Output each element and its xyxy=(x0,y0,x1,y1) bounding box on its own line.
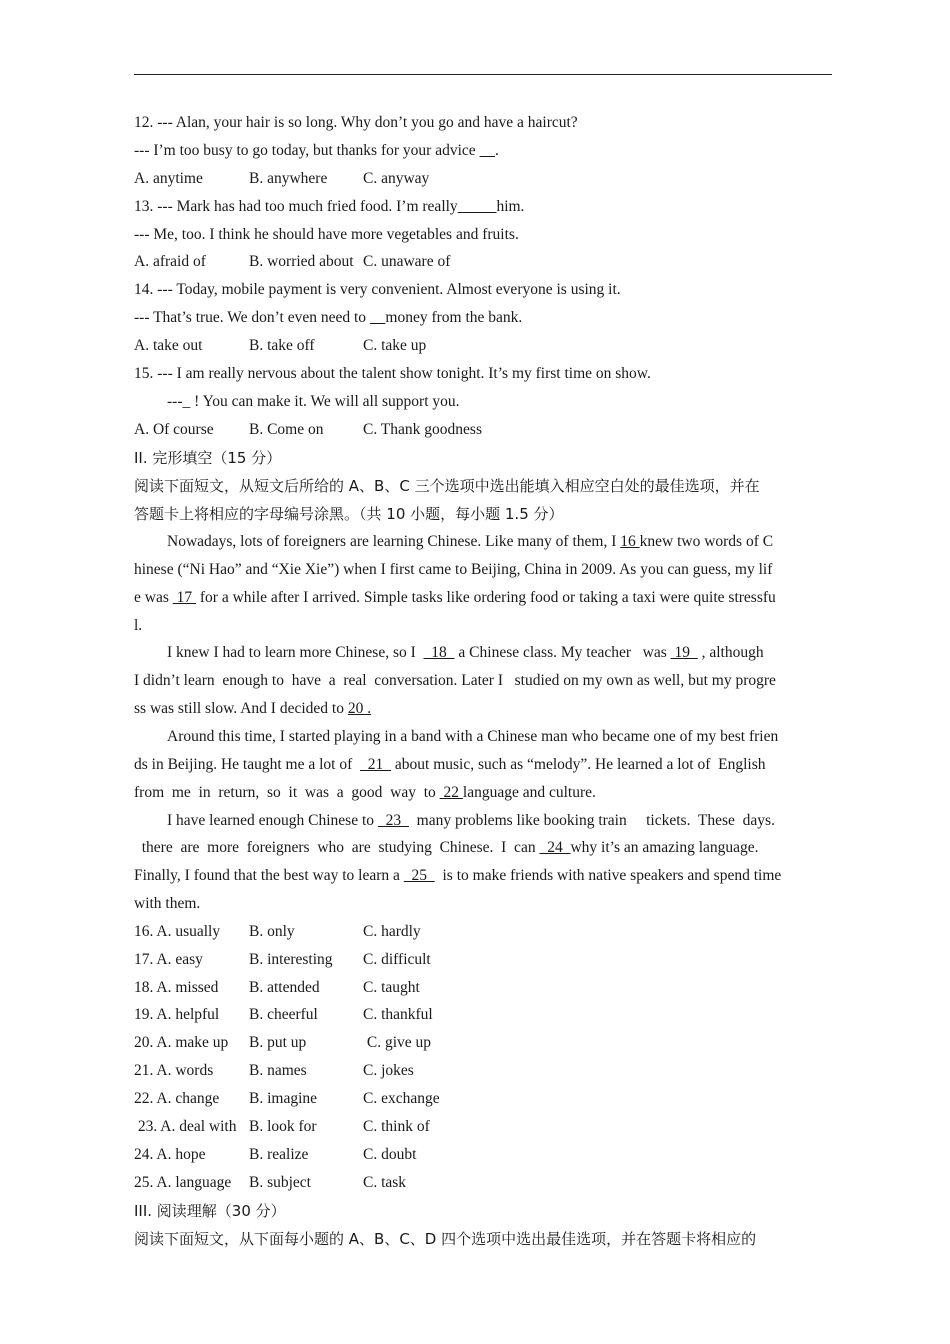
option-17-c: C. difficult xyxy=(363,951,431,968)
passage-line: I have learned enough Chinese to 23 many problems like booking train tickets. These days. xyxy=(167,812,775,829)
blank-16: 16 xyxy=(620,533,640,550)
option-16-a: 16. A. usually xyxy=(134,923,221,940)
blank-22: 22 xyxy=(439,784,463,801)
q15-prompt: 15. --- I am really nervous about the talent show tonight. It’s my first time on show. xyxy=(134,365,651,382)
q15-option-c: C. Thank goodness xyxy=(363,421,482,438)
option-21-b: B. names xyxy=(249,1062,307,1079)
q15-reply: ---_ ! You can make it. We will all support you. xyxy=(167,393,460,410)
blank-19: 19 xyxy=(670,644,698,661)
blank-23: 23 xyxy=(377,812,409,829)
option-24-c: C. doubt xyxy=(363,1146,417,1163)
option-23-b: B. look for xyxy=(249,1118,317,1135)
q14-prompt: 14. --- Today, mobile payment is very convenient. Almost everyone is using it. xyxy=(134,281,621,298)
blank-21: 21 xyxy=(360,756,392,773)
passage-line: ss was still slow. And I decided to 20 . xyxy=(134,700,372,717)
option-25-a: 25. A. language xyxy=(134,1174,232,1191)
blank-17: 17 xyxy=(172,589,196,606)
passage-line: I knew I had to learn more Chinese, so I 18 a Chinese class. My teacher was 19 , although xyxy=(167,644,764,661)
passage-line: I didn’t learn enough to have a real conversation. Later I studied on my own as well, but my progre xyxy=(134,672,776,689)
passage-line: Around this time, I started playing in a band with a Chinese man who became one of my best frien xyxy=(167,728,779,745)
q15-option-a: A. Of course xyxy=(134,421,214,438)
option-25-b: B. subject xyxy=(249,1174,311,1191)
option-19-c: C. thankful xyxy=(363,1006,433,1023)
passage-line: with them. xyxy=(134,895,201,912)
q14-option-c: C. take up xyxy=(363,337,427,354)
option-19-a: 19. A. helpful xyxy=(134,1006,220,1023)
q12-option-a: A. anytime xyxy=(134,170,203,187)
option-22-b: B. imagine xyxy=(249,1090,318,1107)
q14-option-a: A. take out xyxy=(134,337,203,354)
option-18-b: B. attended xyxy=(249,979,320,996)
option-23-a: 23. A. deal with xyxy=(134,1118,237,1135)
blank-24: 24 xyxy=(539,839,571,856)
passage-line: Finally, I found that the best way to learn a 25 is to make friends with native speakers and spend time xyxy=(134,867,782,884)
blank-20: 20 . xyxy=(347,700,372,717)
q13-reply: --- Me, too. I think he should have more vegetables and fruits. xyxy=(134,226,519,243)
q14-option-b: B. take off xyxy=(249,337,315,354)
option-20-b: B. put up xyxy=(249,1034,307,1051)
passage-line: there are more foreigners who are studying Chinese. I can 24 why it’s an amazing language. xyxy=(134,839,759,856)
q15-option-b: B. Come on xyxy=(249,421,324,438)
q12-reply: --- I’m too busy to go today, but thanks for your advice . xyxy=(134,142,499,159)
passage-line: from me in return, so it was a good way to 22 language and culture. xyxy=(134,784,596,801)
option-19-b: B. cheerful xyxy=(249,1006,318,1023)
option-22-a: 22. A. change xyxy=(134,1090,220,1107)
option-23-c: C. think of xyxy=(363,1118,430,1135)
q12-option-c: C. anyway xyxy=(363,170,430,187)
option-16-c: C. hardly xyxy=(363,923,421,940)
header-rule xyxy=(134,74,832,75)
option-22-c: C. exchange xyxy=(363,1090,440,1107)
option-21-c: C. jokes xyxy=(363,1062,414,1079)
section2-title: II. 完形填空（15 分） xyxy=(134,449,282,467)
option-21-a: 21. A. words xyxy=(134,1062,214,1079)
passage-line: ds in Beijing. He taught me a lot of 21 about music, such as “melody”. He learned a lot of English xyxy=(134,756,766,773)
section2-instructions: 阅读下面短文，从短文后所给的 A、B、C 三个选项中选出能填入相应空白处的最佳选项，并在 xyxy=(134,477,760,495)
q14-reply: --- That’s true. We don’t even need to money from the bank. xyxy=(134,309,523,326)
option-17-b: B. interesting xyxy=(249,951,333,968)
q13-option-c: C. unaware of xyxy=(363,253,451,270)
option-24-a: 24. A. hope xyxy=(134,1146,206,1163)
option-16-b: B. only xyxy=(249,923,295,940)
q13-option-b: B. worried about xyxy=(249,253,354,270)
option-18-c: C. taught xyxy=(363,979,420,996)
blank-18: 18 xyxy=(423,644,455,661)
q12-option-b: B. anywhere xyxy=(249,170,328,187)
passage-line: hinese (“Ni Hao” and “Xie Xie”) when I first came to Beijing, China in 2009. As you can guess, my lif xyxy=(134,561,773,578)
q12-blank xyxy=(480,142,496,159)
option-25-c: C. task xyxy=(363,1174,407,1191)
q13-option-a: A. afraid of xyxy=(134,253,206,270)
option-20-c: C. give up xyxy=(363,1034,432,1051)
q13-blank xyxy=(458,198,497,215)
section3-instructions: 阅读下面短文，从下面每小题的 A、B、C、D 四个选项中选出最佳选项，并在答题卡将相应的 xyxy=(134,1230,757,1248)
option-18-a: 18. A. missed xyxy=(134,979,219,996)
option-20-a: 20. A. make up xyxy=(134,1034,229,1051)
passage-line: l. xyxy=(134,617,143,634)
passage-line: Nowadays, lots of foreigners are learning Chinese. Like many of them, I 16 knew two words of C xyxy=(167,533,774,550)
option-24-b: B. realize xyxy=(249,1146,309,1163)
option-17-a: 17. A. easy xyxy=(134,951,203,968)
q14-blank xyxy=(370,309,386,326)
q13-prompt: 13. --- Mark has had too much fried food. I’m really him. xyxy=(134,198,525,215)
blank-25: 25 xyxy=(403,867,435,884)
q12-prompt: 12. --- Alan, your hair is so long. Why don’t you go and have a haircut? xyxy=(134,114,578,131)
section2-instructions-cont: 答题卡上将相应的字母编号涂黑。（共 10 小题，每小题 1.5 分） xyxy=(134,505,564,523)
section3-title: III. 阅读理解（30 分） xyxy=(134,1202,286,1220)
passage-line: e was 17 for a while after I arrived. Simple tasks like ordering food or taking a taxi were quite stressfu xyxy=(134,589,776,606)
